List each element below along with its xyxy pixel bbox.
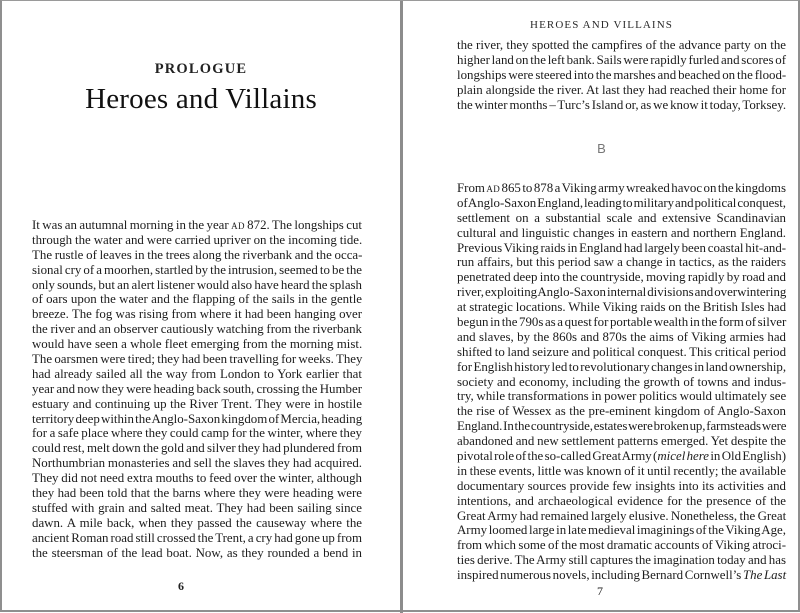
text-line (457, 285, 786, 300)
text-line (32, 531, 362, 546)
text-line (32, 456, 362, 471)
small-caps-era: ad (486, 181, 501, 195)
text-line (457, 419, 786, 434)
right-page (403, 1, 800, 611)
text-line (32, 248, 362, 263)
text-line (457, 553, 786, 568)
text-run: penetrated deep into the countryside, moving rapidly by road and (457, 270, 786, 285)
text-line (457, 375, 786, 390)
small-caps-era: ad (231, 218, 245, 232)
text-run: of Anglo-Saxon England, leading to military and political conquest, (457, 195, 786, 210)
page-number-right: 7 (597, 584, 603, 599)
text-run: begun in the 790s as a quest for portable wealth in the form of silver (457, 315, 787, 330)
text-run: pivotal role of the so-called Great Army ( (457, 449, 658, 464)
text-line (457, 494, 786, 509)
text-line (32, 367, 362, 382)
text-run: in these events, little was known of it until recently; the available (457, 463, 786, 478)
text-line (32, 412, 362, 427)
text-run: through the water and were carried upriver on the incoming tide. (32, 232, 363, 247)
continuation-paragraph (457, 38, 786, 112)
text-run: the winter months – Turc’s Island or, as we know it today, Torksey. (457, 97, 787, 112)
text-line (457, 330, 786, 345)
text-run: Great Army had remained largely elusive. Nonetheless, the Great (457, 508, 787, 523)
text-line (32, 486, 362, 501)
text-run (657, 449, 709, 463)
text-run: of oars upon the water and the flapping of the sails in the gentle (32, 292, 362, 307)
text-line (457, 255, 786, 270)
chapter-title: Heroes and Villains (85, 83, 317, 115)
text-run: documentary sources provide few insights into its activities and (457, 478, 786, 493)
text-line (457, 98, 786, 113)
text-line (32, 218, 362, 233)
text-line (457, 241, 786, 256)
text-line (32, 263, 362, 278)
text-line (457, 315, 786, 330)
text-run: cultural and linguistic changes in eastern and northern England. (457, 225, 786, 240)
text-line (457, 538, 786, 553)
text-run: Previous Viking raids in England had largely been coastal hit-and- (457, 240, 787, 255)
text-line (457, 38, 786, 53)
text-line (457, 389, 786, 404)
text-line (457, 434, 786, 449)
text-run: It was an autumnal morning in the year (32, 218, 232, 232)
text-line (32, 397, 362, 412)
text-line (457, 345, 786, 360)
text-line (457, 404, 786, 419)
text-run: higher land on the left bank. Sails were rapidly furled and scores of (457, 52, 786, 67)
italic-text: The Last (742, 568, 787, 583)
text-run: territory deep within the Anglo-Saxon kingdom of Mercia, heading (32, 411, 363, 426)
text-run: at strategic locations. While Viking raids on the British Isles had (457, 300, 787, 315)
text-line (32, 471, 362, 486)
text-run: could rest, melt down the gold and silver they had plundered from (32, 441, 362, 456)
text-run: river, exploiting Anglo-Saxon internal divisions and overwintering (457, 285, 787, 300)
text-line (457, 509, 786, 524)
text-run: only sounds, but an alert listener would also have heard the splash (32, 277, 362, 292)
text-run: would have seen a whole fleet emerging from the morning mist. (32, 337, 363, 352)
text-line (32, 352, 362, 367)
text-line (457, 83, 786, 98)
text-line (457, 270, 786, 285)
text-line (457, 226, 786, 241)
text-run: for English history led to revolutionary changes in land ownership, (457, 359, 787, 374)
text-run: from which some of the most dramatic accounts of Viking atroci- (457, 538, 786, 553)
text-line (32, 546, 362, 561)
text-run: dawn. A mile back, when they passed the causeway where the (32, 515, 362, 530)
intro-paragraph (457, 181, 786, 583)
text-run: intentions, and archaeological evidence for the presence of the (457, 493, 786, 508)
text-run: the steersman of the lead boat. Now, as they rounded a bend in (32, 545, 362, 560)
text-run: in Old English) (709, 449, 787, 464)
text-run: they had been told that the barns where they were heading were (32, 486, 362, 501)
text-run: ties derive. The Army still captures the imagination today and has (457, 553, 786, 568)
left-body-paragraph (32, 218, 362, 560)
text-run: society and economy, including the growth of towns and indus- (457, 374, 786, 389)
text-line (32, 307, 362, 322)
page-number-left: 6 (178, 579, 184, 593)
text-run: longships were steered into the marshes and beached on the flood- (457, 67, 787, 82)
text-run: breeze. The fog was rising from where it had been hanging over (32, 307, 362, 322)
text-line (457, 479, 786, 494)
text-line (32, 516, 362, 531)
text-run (743, 568, 786, 582)
text-line (32, 292, 362, 307)
text-line (457, 196, 786, 211)
chapter-label: PROLOGUE (154, 61, 248, 77)
text-line (457, 449, 786, 464)
text-run: run affairs, but this period saw a change in tactics, as the raiders (457, 255, 786, 270)
text-line (32, 501, 362, 516)
text-line (457, 360, 786, 375)
text-run: year and now they were heading back south, crossing the Humber (32, 381, 362, 396)
text-line (32, 322, 362, 337)
text-run: the rise of Wessex as the pre-eminent kingdom of Anglo-Saxon (457, 404, 786, 419)
text-line (32, 337, 362, 352)
text-run: and slaves, by the 860s and 870s the aims of Viking armies had (457, 329, 786, 344)
text-run: for a safe place where they could camp for the winter, where they (32, 426, 362, 441)
text-line (457, 181, 786, 196)
text-line (457, 568, 786, 583)
text-run: try, while transformations in power politics would ultimately see (457, 389, 787, 404)
text-line (457, 53, 786, 68)
text-line (457, 68, 786, 83)
running-head: HEROES AND VILLAINS (530, 19, 673, 31)
text-line (32, 382, 362, 397)
text-run: They did not need extra mouths to feed over the winter, although (32, 471, 362, 486)
text-run: estuary and continuing up the River Trent. They were in hostile (32, 396, 362, 411)
text-line (32, 441, 362, 456)
text-run: abandoned and new settlement patterns emerged. Yet despite the (457, 434, 786, 449)
text-run: inspired numerous novels, including Bernard Cornwell’s (457, 568, 743, 583)
italic-text: micel here (657, 449, 710, 464)
text-run: Northumbrian monasteries and sell the slaves they had acquired. (32, 456, 362, 471)
section-break-ornament: B (597, 141, 606, 156)
text-run: 872. The longships cut (244, 218, 363, 232)
text-run: From (457, 181, 487, 195)
text-line (32, 233, 362, 248)
text-run: sional cry of a moorhen, startled by the intrusion, seemed to be the (32, 262, 362, 277)
text-run: England. In the countryside, estates were broken up, farmsteads were (457, 419, 787, 434)
text-run: plain alongside the river. At last they had reached their home for (457, 82, 786, 97)
text-line (457, 211, 786, 226)
text-run: The rustle of leaves in the trees along the riverbank and the occa- (32, 247, 363, 262)
text-line (457, 523, 786, 538)
text-line (32, 426, 362, 441)
text-run: stuffed with grain and salted meat. They had been sailing since (32, 500, 362, 515)
text-run: The oarsmen were tired; they had been travelling for weeks. They (32, 352, 363, 367)
text-run: settlement on a substantial scale and extensive Scandinavian (457, 210, 786, 225)
text-run: had already sailed all the way from London to York earlier that (32, 366, 362, 381)
text-run: Army loomed large in late medieval imaginings of the Viking Age, (457, 523, 786, 538)
text-run: shifted to land seizure and political conquest. This critical period (457, 344, 787, 359)
text-run: the river and an observer cautiously watching from the riverbank (32, 322, 362, 337)
left-page (2, 1, 400, 611)
text-run: 865 to 878 a Viking army wreaked havoc on the kingdoms (500, 181, 786, 195)
text-line (457, 300, 786, 315)
text-line (457, 464, 786, 479)
text-run: the river, they spotted the campfires of the advance party on the (457, 38, 786, 52)
text-line (32, 278, 362, 293)
text-run: ancient Roman road still crossed the Trent, a cry had gone up from (32, 530, 362, 545)
